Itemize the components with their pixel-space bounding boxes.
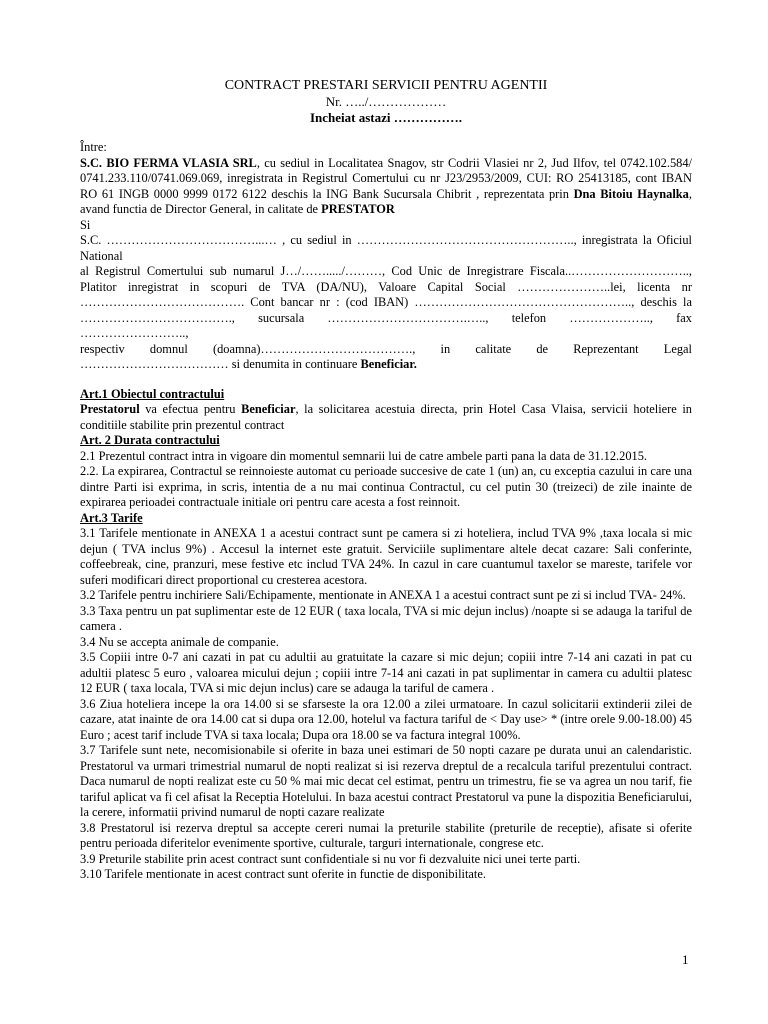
art3-clause-3-5: 3.5 Copiii intre 0-7 ani cazati in pat cu adultii au gratuitate la cazare si mic dejun; copiii intre 7-14 ani cazati in pat cu adultii platesc 5 euro , valoarea micului dejun ; copiii intre 7-14 ani cazati in pat suplimentar in camera cu adultii platesc 12 EUR ( taxa locala, TVA si mic dejun inclus) care se adauga la tariful de camera . xyxy=(80,650,692,695)
contract-page xyxy=(80,78,692,883)
art1-paragraph xyxy=(80,402,692,433)
art1-beneficiar: Beneficiar xyxy=(241,402,296,416)
art3-clause-3-7: 3.7 Tarifele sunt nete, necomisionabile si oferite in baza unei estimari de 50 nopti cazare pe durata unui an calendaristic. Prestatorul va urmari trimestrial numarul de nopti realizat si isi rezerva dreptul de a recalcula tariful prezentului contract. Daca numarul de nopti realizat este cu 50 % mai mic decat cel estimat, pentru un trimestru, fie se va agrea un nou tarif, fie tariful aplicat va fi cel afisat la Receptia Hotelului. In baza acestui contract Prestatorul va pune la dispozitia Beneficiarului, la cerere, informatii privind numarul de nopti cazare realizate xyxy=(80,743,692,819)
page-number: 1 xyxy=(682,952,689,967)
art1-text-2: , la solicitarea acestuia directa, prin Hotel Casa Vlaisa, servicii hoteliere in conditiile stabilite prin prezentul contract xyxy=(80,402,692,432)
art3-clause-3-8: 3.8 Prestatorul isi rezerva dreptul sa accepte cereri numai la preturile stabilite (preturile de receptie), afisate si oferite pentru perioada diferitelor evenimente sportive, culturale, targuri internationale, congrese etc. xyxy=(80,820,692,850)
client-line-5: ………………………………., sucursala …………………………….….., telefon ……………….., fax …………………….., xyxy=(80,310,692,340)
contract-date: Incheiat astazi ……………. xyxy=(309,110,463,125)
art1-prestator: Prestatorul xyxy=(80,402,140,416)
intro-label: Între: xyxy=(80,140,107,154)
art1-heading: Art.1 Obiectul contractului xyxy=(80,386,225,401)
art2-heading: Art. 2 Durata contractului xyxy=(80,433,220,447)
art2-clause-2-2: 2.2. La expirarea, Contractul se reinnoieste automat cu perioade succesive de cate 1 (un) an, cu exceptia cazului in care una dintre Parti isi exprima, in scris, intentia de a nu mai continua Contractul, cu cel putin 30 (treizeci) de zile inainte de expirarea perioadei contractuale initiale ori pentru care acesta a fost reinnoit. xyxy=(80,464,692,509)
art3-clause-3-1: 3.1 Tarifele mentionate in ANEXA 1 a acestui contract sunt pe camera si zi hoteliera, includ TVA 9% ,taxa locala si mic dejun ( TVA inclus 9%) . Accesul la internet este gratuit. Serviciile suplimentare altele decat cazare: Sali conferinte, coffeebreak, cine, pranzuri, mese festive etc includ TVA 24%. In cazul in care cuantumul taxelor se mareste, tarifele vor suferi modificari direct proportional cu cresterea acestora. xyxy=(80,526,692,587)
client-line-6: respectiv domnul (doamna)………………………………., in calitate de Reprezentant Legal xyxy=(80,341,692,356)
client-line-2: al Registrul Comertului sub numarul J…/……...../………, Cod Unic de Inregistrare Fiscala..……………………….., xyxy=(80,264,692,278)
represent-pre: reprezentata prin xyxy=(479,186,574,201)
art3-clause-3-4: 3.4 Nu se accepta animale de companie. xyxy=(80,634,279,649)
spacer xyxy=(80,373,692,387)
represent-post: , avand functia de Director General, in calitate de xyxy=(80,186,692,216)
art3-clause-3-6: 3.6 Ziua hoteliera incepe la ora 14.00 si se sfarseste la ora 12.00 a zilei urmatoare. In cazul solicitarii extinderii zilei de cazare, atat inainte de ora 14.00 cat si dupa ora 12.00, hotelul va factura tariful de < Day use> * (intre orele 9.00-18.00) 45 Euro ; acest tarif include TVA si taxa locala; Dupa ora 18.00 se va factura integral 100%. xyxy=(80,696,692,742)
art3-clause-3-3: 3.3 Taxa pentru un pat suplimentar este de 12 EUR ( taxa locala, TVA si mic dejun inclus) /noapte si se adauga la tariful de camera . xyxy=(80,603,692,633)
client-line-7 xyxy=(80,357,692,373)
contract-number: Nr. …../……………… xyxy=(325,94,447,109)
prestator-details: , cu sediul in Localitatea Snagov, str Codrii Vlasiei nr 2, Jud Ilfov, tel 0742.102.584/ 0741.233.110/0741.069.069, inregistrata in Registrul Comertului cu nr J23/2953/2009, CUI: RO 25413185, cont IBAN RO 61 INGB 0000 9999 0172 6122 deschis la ING Bank Sucursala Chibrit , xyxy=(80,155,692,201)
client-role: Beneficiar. xyxy=(360,357,417,371)
si-label: Si xyxy=(80,217,91,232)
client-line-1: S.C. ………………………………...… , cu sediul in …………………………………………….., inregistrata la Oficiul National xyxy=(80,233,692,263)
client-line-3: Platitor inregistrat in scopuri de TVA (DA/NU), Valoare Capital Social …………………..lei, licenta nr xyxy=(80,279,692,294)
art3-clause-3-9: 3.9 Preturile stabilite prin acest contract sunt confidentiale si nu vor fi dezvaluite nici unei terte parti. xyxy=(80,851,581,866)
document-title: CONTRACT PRESTARI SERVICII PENTRU AGENTII xyxy=(224,78,548,93)
spacer xyxy=(80,126,692,140)
client-line-7-text: ……………………………… si denumita in continuare xyxy=(80,357,361,371)
art1-text-1: va efectua pentru xyxy=(139,402,242,416)
represent-name: Dna Bitoiu Haynalka xyxy=(573,186,689,201)
prestator-name: S.C. BIO FERMA VLASIA SRL xyxy=(80,155,257,170)
prestator-role: PRESTATOR xyxy=(321,202,395,216)
art2-clause-2-1: 2.1 Prezentul contract intra in vigoare din momentul semnarii lui de catre ambele parti pana la data de 31.12.2015. xyxy=(80,448,648,463)
prestator-paragraph xyxy=(80,156,692,218)
art3-heading: Art.3 Tarife xyxy=(80,510,143,525)
art3-clause-3-2: 3.2 Tarifele pentru inchiriere Sali/Echipamente, mentionate in ANEXA 1 a acestui contract sunt pe zi si includ TVA- 24%. xyxy=(80,588,686,602)
art3-clause-3-10: 3.10 Tarifele mentionate in acest contract sunt oferite in functie de disponibilitate. xyxy=(80,867,486,881)
client-line-4: …………………………………. Cont bancar nr : (cod IBAN) …………………………………………….., deschis la xyxy=(80,295,692,309)
